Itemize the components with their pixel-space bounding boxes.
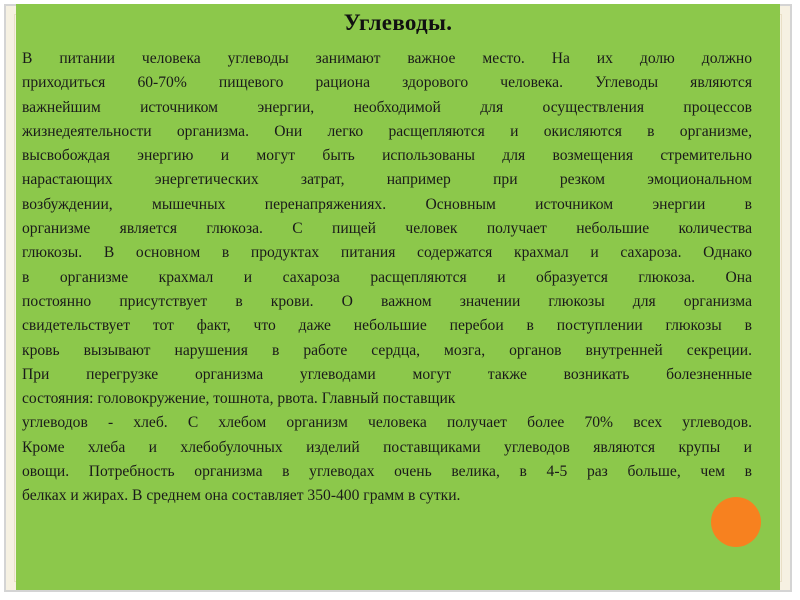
text-line: кровь вызывают нарушения в работе сердца, мозга, органов внутренней секреции. bbox=[22, 341, 752, 359]
text-line: постоянно присутствует в крови. О важном значении глюкозы для организма bbox=[22, 292, 752, 310]
text-line: глюкозы. В основном в продуктах питания содержатся крахмал и сахароза. Однако bbox=[22, 244, 752, 262]
text-line: В питании человека углеводы занимают важное место. На их долю должно bbox=[22, 50, 752, 67]
text-line: в организме крахмал и сахароза расщепляются и образуется глюкоза. Она bbox=[22, 268, 752, 286]
text-line: При перегрузке организма углеводами могут также возникать болезненные bbox=[22, 365, 752, 383]
text-line: овощи. Потребность организма в углеводах очень велика, в 4-5 раз больше, чем в bbox=[22, 463, 752, 481]
text-line: белках и жирах. В среднем она составляет 350-400 грамм в сутки. bbox=[22, 487, 461, 505]
text-line: высвобождая энергию и могут быть использованы для возмещения стремительно bbox=[22, 147, 752, 165]
text-line: свидетельствует тот факт, что даже небольшие перебои в поступлении глюкозы в bbox=[22, 317, 752, 335]
text-line: жизнедеятельности организма. Они легко расщепляются и окисляются в организме, bbox=[22, 122, 752, 140]
slide-title: Углеводы. bbox=[343, 10, 453, 35]
content-panel bbox=[16, 4, 780, 590]
text-line: важнейшим источником энергии, необходимой для осуществления процессов bbox=[22, 98, 752, 116]
text-line: нарастающих энергетических затрат, например при резком эмоциональном bbox=[22, 171, 752, 189]
text-line: возбуждении, мышечных перенапряжениях. Основным источником энергии в bbox=[22, 195, 752, 213]
body-paragraph bbox=[22, 47, 752, 509]
text-line: организме является глюкоза. С пищей человек получает небольшие количества bbox=[22, 220, 752, 238]
decorative-orange-circle bbox=[711, 497, 761, 547]
text-line: приходиться 60-70% пищевого рациона здорового человека. Углеводы являются bbox=[22, 74, 752, 92]
text-line: углеводов - хлеб. С хлебом организм человека получает более 70% всех углеводов. bbox=[22, 414, 752, 432]
text-line: состояния: головокружение, тошнота, рвота. Главный поставщик bbox=[22, 390, 456, 408]
text-line: Кроме хлеба и хлебобулочных изделий поставщиками углеводов являются крупы и bbox=[22, 438, 752, 456]
